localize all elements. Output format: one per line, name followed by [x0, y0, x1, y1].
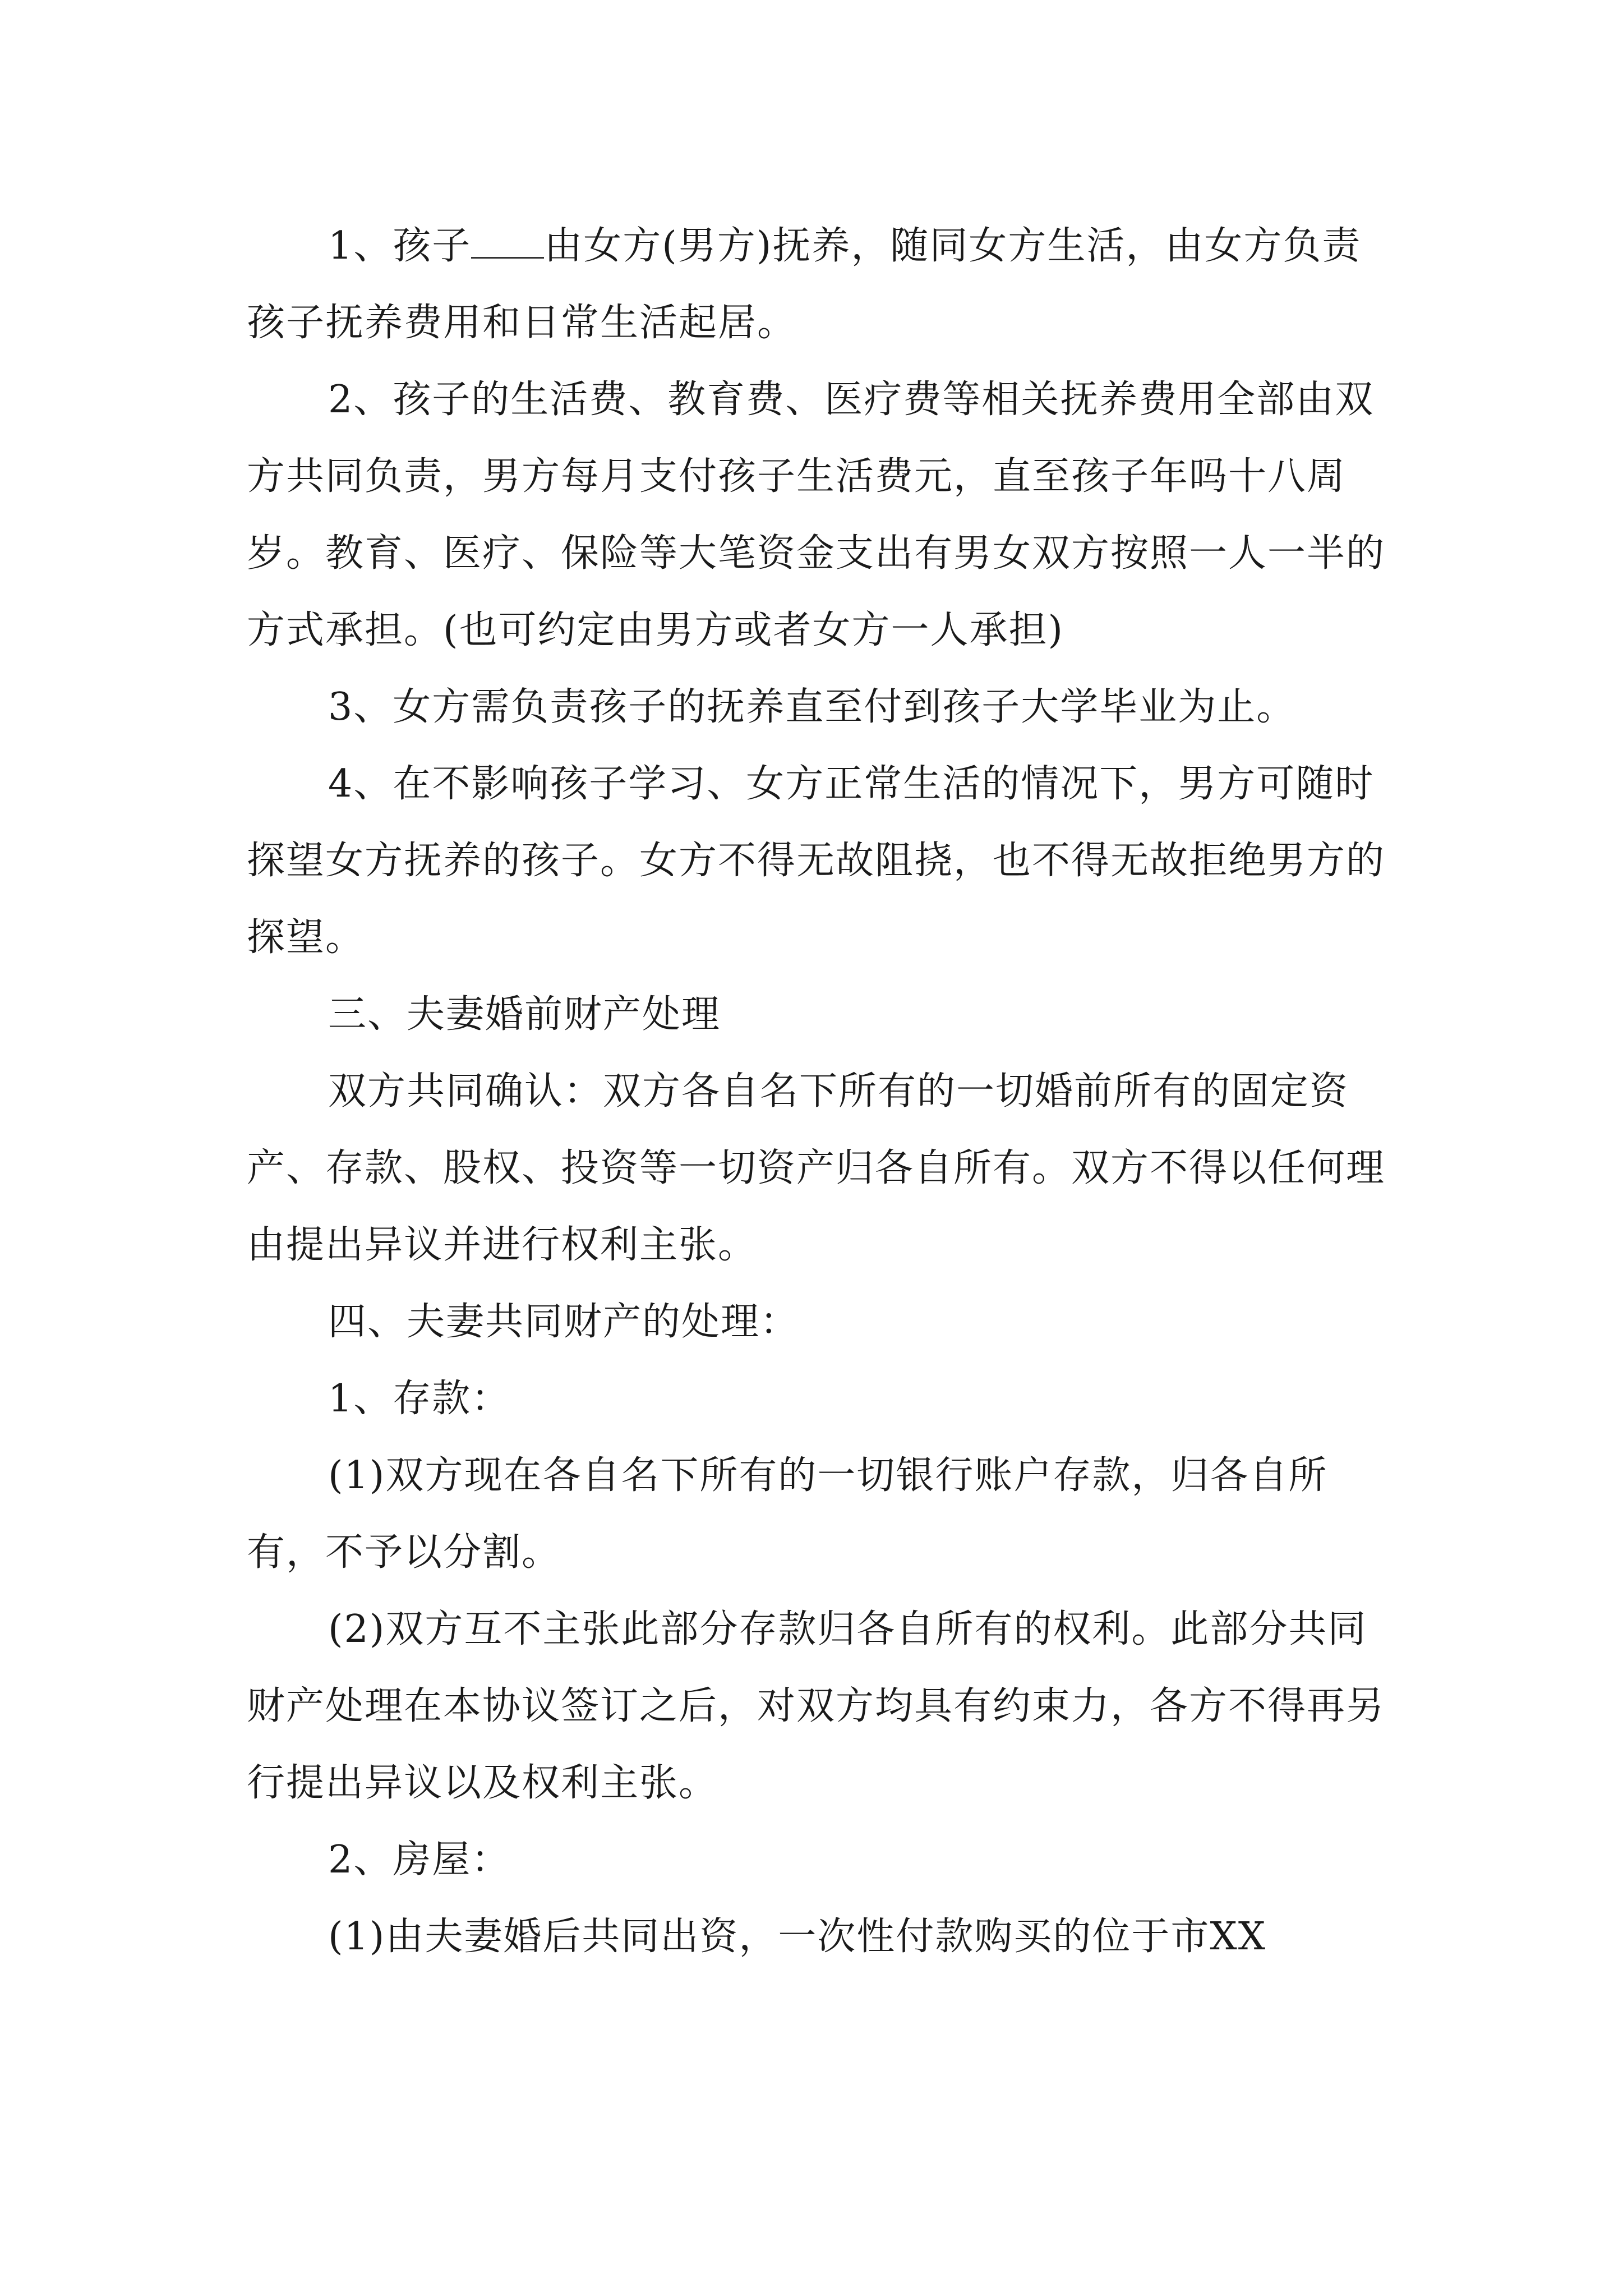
paragraph-child-expenses: 2、孩子的生活费、教育费、医疗费等相关抚养费用全部由双方共同负责，男方每月支付孩子生活费元，直至孩子年吗十八周岁。教育、医疗、保险等大笔资金支出有男女双方按照一人一半的方式承担。(也可约定由男方或者女方一人承担) [247, 378, 1386, 652]
subheading-deposits: 1、存款： [328, 1377, 511, 1421]
paragraph-visitation: 4、在不影响孩子学习、女方正常生活的情况下，男方可随时探望女方抚养的孩子。女方不得无故阻挠，也不得无故拒绝男方的探望。 [247, 762, 1386, 960]
document-body [247, 208, 1396, 1975]
paragraph-custody [247, 208, 1396, 361]
paragraph-premarital-property: 双方共同确认：双方各自名下所有的一切婚前所有的固定资产、存款、股权、投资等一切资产归各自所有。双方不得以任何理由提出异议并进行权利主张。 [247, 1069, 1386, 1267]
custody-text-before: 1、孩子 [328, 224, 472, 268]
section-heading-joint-property: 四、夫妻共同财产的处理： [328, 1300, 800, 1344]
subheading-housing: 2、房屋： [328, 1838, 511, 1882]
paragraph-deposits-2: (2)双方互不主张此部分存款归各自所有的权利。此部分共同财产处理在本协议签订之后，对双方均具有约束力，各方不得再另行提出异议以及权利主张。 [247, 1607, 1386, 1805]
paragraph-housing-1: (1)由夫妻婚后共同出资，一次性付款购买的位于市XX [328, 1915, 1267, 1959]
paragraph-deposits-1: (1)双方现在各自名下所有的一切银行账户存款，归各自所有，不予以分割。 [247, 1453, 1328, 1575]
paragraph-child-raising: 3、女方需负责孩子的抚养直至付到孩子大学毕业为止。 [328, 685, 1296, 729]
fill-in-blank [471, 234, 544, 259]
section-heading-premarital-property: 三、夫妻婚前财产处理 [328, 992, 721, 1037]
custody-text-after: 由女方(男方)抚养，随同女方生活，由女方负责孩子抚养费用和日常生活起居。 [247, 224, 1362, 345]
